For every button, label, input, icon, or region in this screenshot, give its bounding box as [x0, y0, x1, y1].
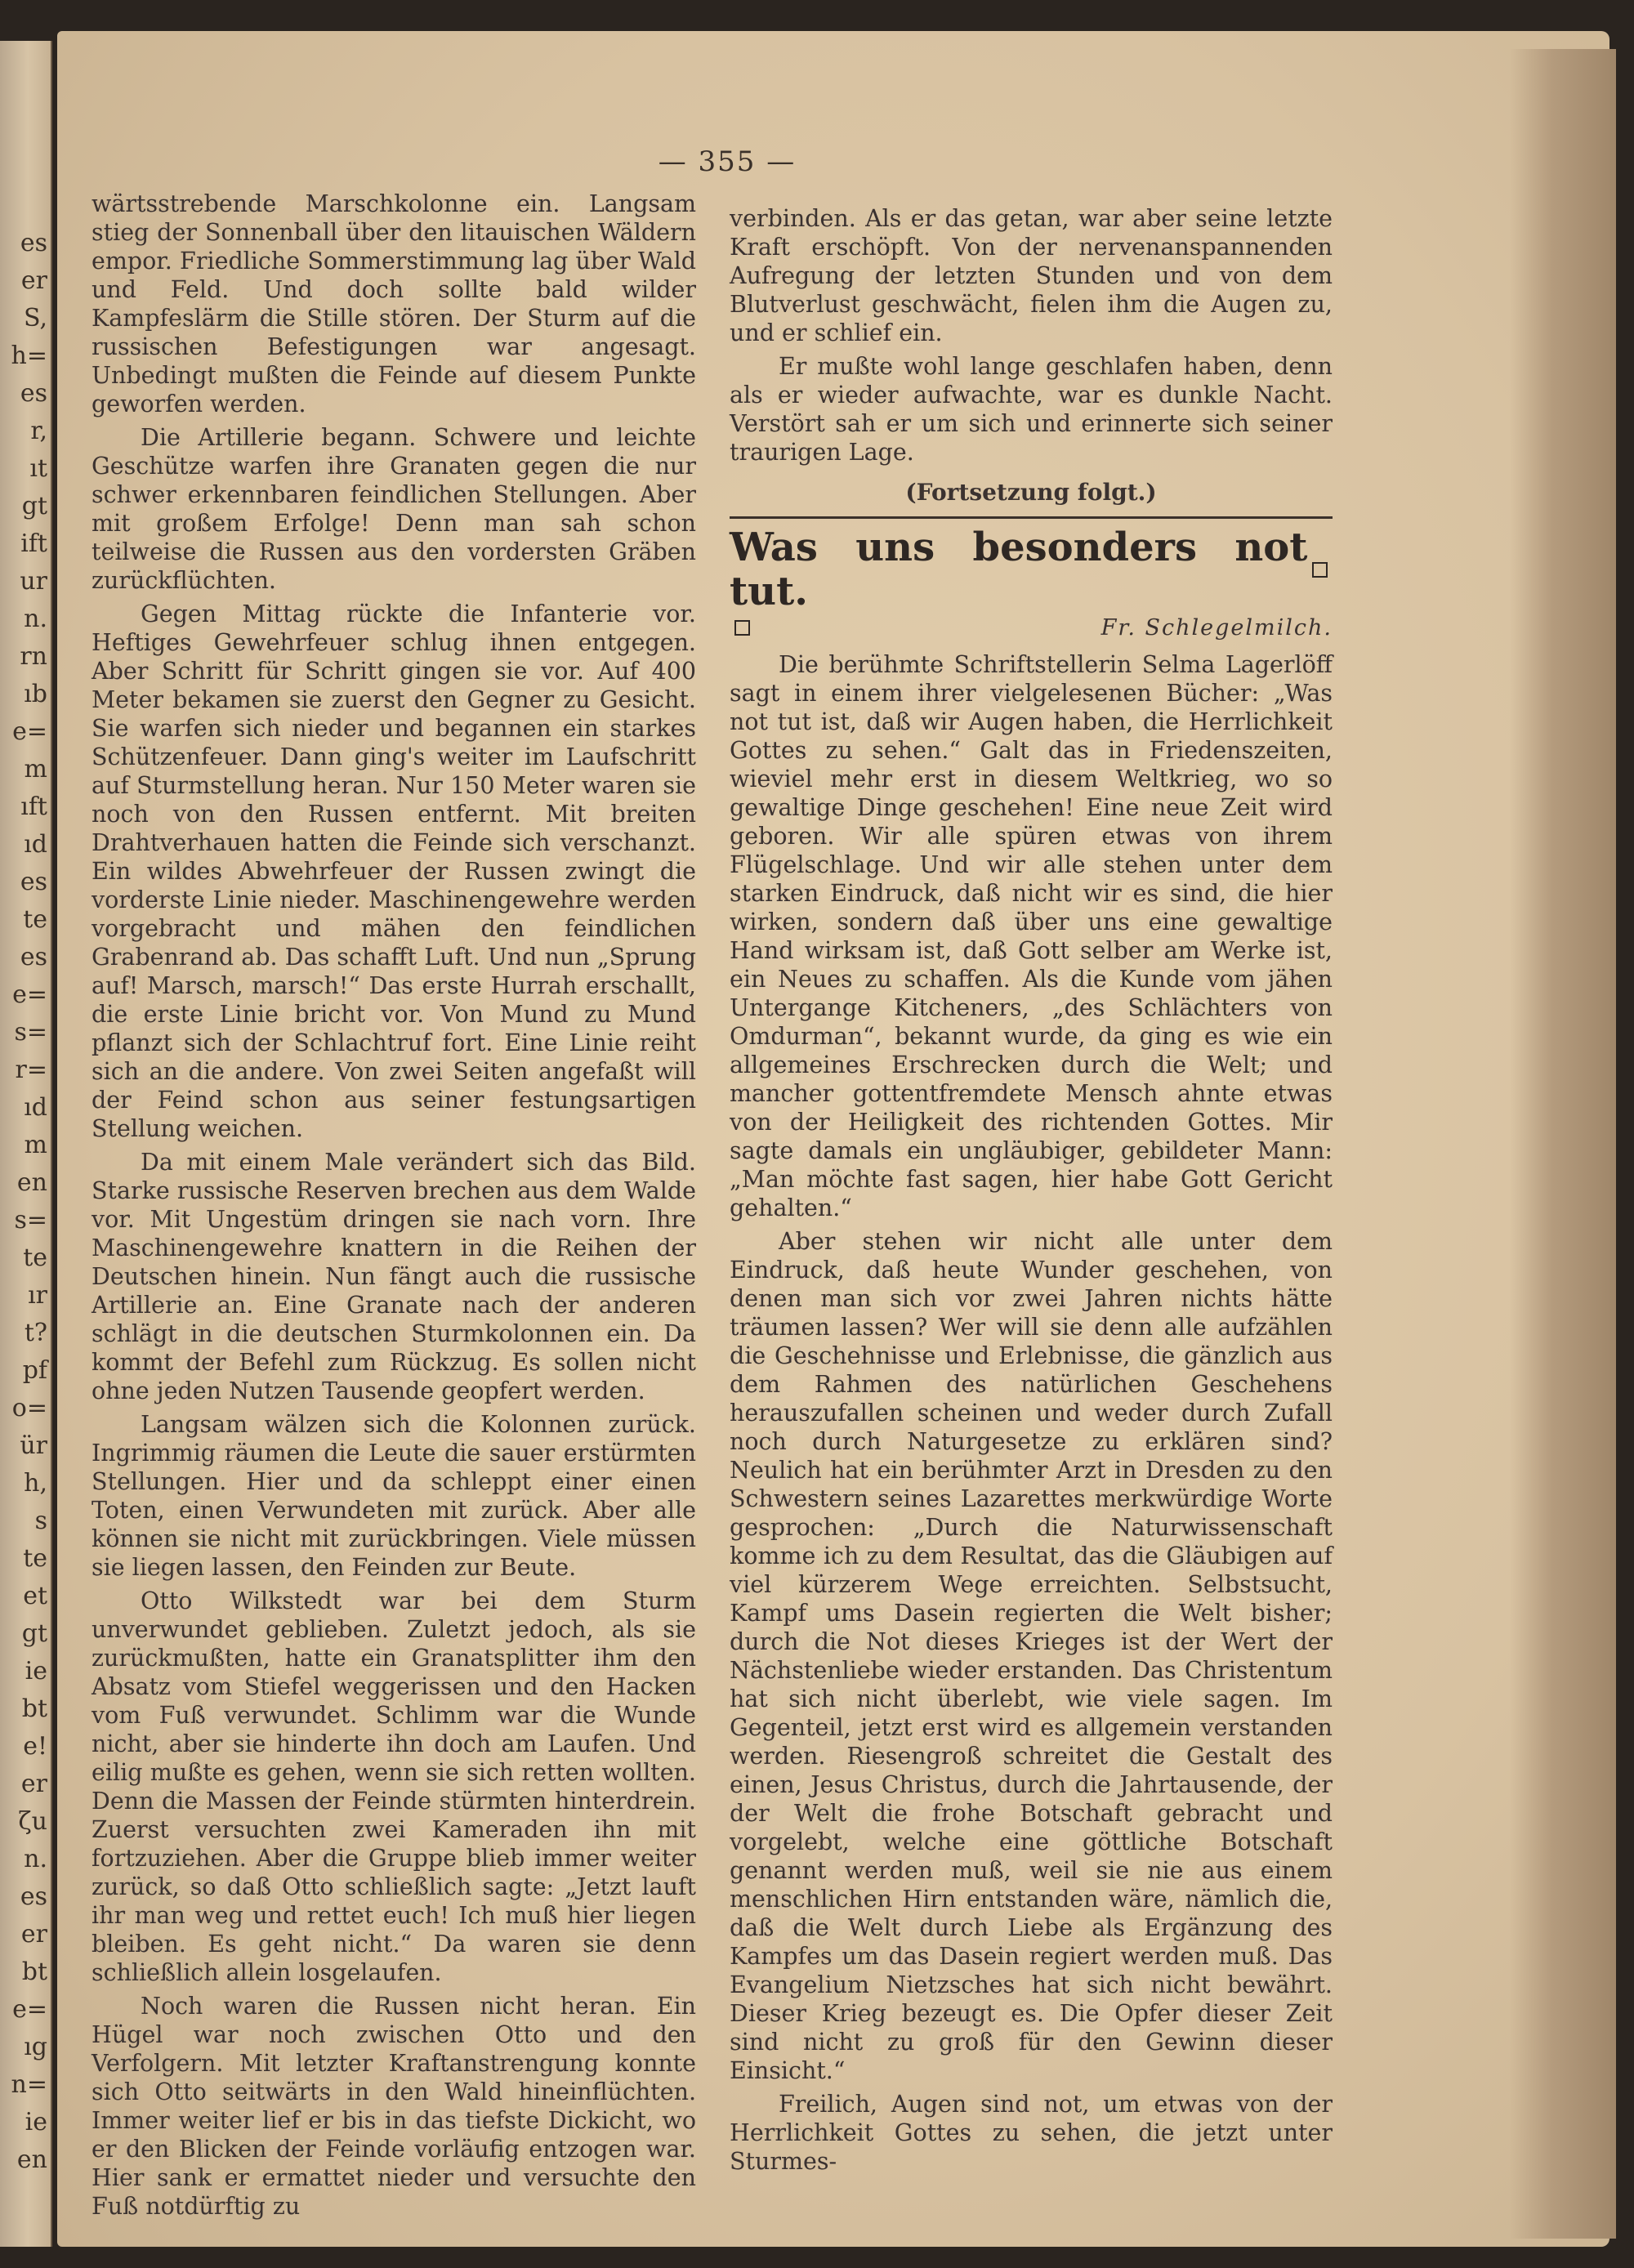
prev-page-fragment: e=: [12, 980, 47, 1009]
paragraph: Freilich, Augen sind not, um etwas von der Herrlichkeit Gottes zu sehen, die jetzt unter Sturmes-: [730, 2091, 1333, 2175]
prev-page-fragment: ır: [28, 1281, 47, 1310]
paragraph: Gegen Mittag rückte die Infanterie vor. Heftiges Gewehrfeuer schlug ihnen entgegen. Aber Schritt für Schritt gingen sie vor. Auf 400 Meter bekamen sie zuerst den Gegner zu Gesicht. Sie warfen sich nieder und begannen ein starkes Schützenfeuer. Dann ging's weiter im Laufschritt auf Sturmstellung heran. Nur 150 Meter waren sie noch von den Russen entfernt. Mit breiten Drahtverhauen hatten die Feinde sich verschanzt. Ein wildes Abwehrfeuer der Russen zwingt die vorderste Linie nieder. Maschinengewehre werden vorgebracht und mähen den feindlichen Grabenrand ab. Das schafft Luft. Und nun „Sprung auf! Marsch, marsch!“ Das erste Hurrah erschallt, die erste Linie bricht vor. Von Mund zu Mund pflanzt sich der Schlachtruf fort. Eine Linie reiht sich an die andere. Von zwei Seiten angefaßt will der Feind schon aus seiner festungsartigen Stellung weichen.: [92, 600, 696, 1142]
prev-page-fragment: ur: [20, 567, 47, 596]
article-header: [730, 525, 1333, 642]
prev-page-fragment: s=: [14, 1206, 47, 1234]
prev-page-fragment: e=: [12, 1995, 47, 2024]
prev-page-fragment: m: [24, 1131, 47, 1159]
prev-page-fragment: er: [20, 1770, 47, 1798]
prev-page-fragment: ıd: [24, 1093, 47, 1122]
previous-page-edge: [0, 41, 52, 2247]
prev-page-fragment: ıd: [24, 830, 47, 859]
section-rule: [730, 516, 1333, 519]
prev-page-fragment: ür: [20, 1431, 47, 1460]
prev-page-fragment: n.: [24, 605, 47, 633]
prev-page-fragment: es: [20, 379, 47, 408]
prev-page-fragment: S,: [23, 304, 47, 333]
prev-page-fragment: en: [16, 1168, 47, 1197]
paragraph: Da mit einem Male verändert sich das Bild. Starke russische Reserven brechen aus dem Walde vor. Mit Ungestüm dringen sie nach vorn. Ihre Maschinengewehre knattern in die Reihen der Deutschen hinein. Nun fängt auch die russische Artillerie an. Eine Granate nach der anderen schlägt in die deutschen Sturmkolonnen ein. Da kommt der Befehl zum Rückzug. Es sollen nicht ohne jeden Nutzen Tausende geopfert werden.: [92, 1149, 696, 1404]
page-edge-shadow: [1510, 49, 1616, 2239]
prev-page-fragment: te: [23, 905, 47, 934]
prev-page-fragment: n.: [24, 1845, 47, 1873]
paragraph: Langsam wälzen sich die Kolonnen zurück. Ingrimmig räumen die Leute die sauer erstürmten Stellungen. Hier und da schleppt einer einen Toten, einen Verwundeten mit zurück. Aber alle können sie nicht mit zurückbringen. Viele müssen sie liegen lassen, den Feinden zur Beute.: [92, 1411, 696, 1581]
prev-page-fragment: bt: [21, 1958, 47, 1986]
article-title: Was uns besonders not tut.: [730, 525, 1308, 614]
prev-page-fragment: o=: [11, 1394, 47, 1422]
byline: Fr. Schlegelmilch.: [1100, 615, 1333, 641]
prev-page-fragment: ζu: [18, 1807, 47, 1836]
prev-page-fragment: en: [16, 2145, 47, 2174]
prev-page-fragment: er: [20, 1920, 47, 1949]
paragraph: wärtsstrebende Marschkolonne ein. Langsam stieg der Sonnenball über den litauischen Wäldern empor. Friedliche Sommerstimmung lag über Wald und Feld. Und doch sollte bald wilder Kampfeslärm die Stille stören. Der Sturm auf die russischen Befestigungen war angesagt. Unbedingt mußten die Feinde auf diesem Punkte geworfen werden.: [92, 190, 696, 417]
prev-page-fragment: r=: [15, 1056, 47, 1084]
prev-page-fragment: ıb: [24, 680, 47, 708]
prev-page-fragment: es: [20, 868, 47, 896]
paragraph: Die berühmte Schriftstellerin Selma Lagerlöff sagt in einem ihrer vielgelesenen Bücher: „Was not tut ist, daß wir Augen haben, die Herrlichkeit Gottes zu sehen.“ Galt das in Friedenszeiten, wieviel mehr erst in diesem Weltkrieg, wo so gewaltige Dinge geschehen! Eine neue Zeit wird geboren. Wir alle spüren etwas von ihrem Flügelschlage. Und wir alle stehen unter dem starken Eindruck, daß nicht wir es sind, die hier wirken, sondern daß über uns eine gewaltige Hand wirksam ist, daß Gott selber am Werke ist, ein Neues zu schaffen. Als die Kunde vom jähen Untergange Kitcheners, „des Schlächters von Omdurman“, bekannt wurde, da ging es wie ein allgemeines Erschrecken durch die Welt; und mancher gottentfremdete Mensch ahnte etwas von der Heiligkeit des richtenden Gottes. Mir sagte damals ein ungläubiger, gebildeter Mann: „Man möchte fast sagen, hier habe Gott Gericht gehalten.“: [730, 651, 1333, 1221]
page-number: — 355 —: [658, 145, 797, 178]
prev-page-fragment: ift: [20, 529, 47, 558]
paragraph: Er mußte wohl lange geschlafen haben, denn als er wieder aufwachte, war es dunkle Nacht. Verstört sah er um sich und erinnerte sich seiner traurigen Lage.: [730, 353, 1333, 466]
square-ornament-icon: [734, 620, 750, 636]
prev-page-fragment: te: [23, 1243, 47, 1272]
prev-page-fragment: s=: [14, 1018, 47, 1047]
prev-page-fragment: gt: [21, 492, 47, 520]
prev-page-fragment: es: [20, 943, 47, 971]
left-column: [92, 190, 696, 2226]
square-ornament-icon: [1312, 562, 1328, 578]
prev-page-fragment: gt: [21, 1619, 47, 1648]
prev-page-fragment: ıt: [29, 454, 47, 483]
prev-page-fragment: te: [23, 1544, 47, 1573]
prev-page-fragment: n=: [11, 2070, 47, 2099]
paragraph: verbinden. Als er das getan, war aber seine letzte Kraft erschöpft. Von der nervenanspannenden Aufregung der letzten Stunden und von dem Blutverlust geschwächt, fielen ihm die Augen zu, und er schlief ein.: [730, 205, 1333, 346]
prev-page-fragment: ie: [25, 1657, 47, 1685]
prev-page-fragment: pf: [22, 1356, 47, 1385]
prev-page-fragment: et: [23, 1582, 47, 1610]
paragraph: Die Artillerie begann. Schwere und leichte Geschütze warfen ihre Granaten gegen die nur schwer erkennbaren feindlichen Stellungen. Aber mit großem Erfolge! Denn man sah schon teilweise die Russen aus den vordersten Gräben zurückflüchten.: [92, 424, 696, 594]
prev-page-fragment: m: [24, 755, 47, 784]
right-column: [730, 204, 1333, 2181]
paragraph: Noch waren die Russen nicht heran. Ein Hügel war noch zwischen Otto und den Verfolgern. Mit letzter Kraftanstrengung konnte sich Otto seitwärts in den Wald hineinflüchten. Immer weiter lief er bis in das tiefste Dickicht, wo er den Blicken der Feinde vorläufig entzogen war. Hier sank er ermattet nieder und versuchte den Fuß notdürftig zu: [92, 1993, 696, 2220]
prev-page-fragment: ie: [25, 2108, 47, 2136]
prev-page-fragment: e=: [12, 717, 47, 746]
prev-page-fragment: r,: [30, 417, 47, 445]
prev-page-fragment: es: [20, 229, 47, 257]
prev-page-fragment: t?: [24, 1319, 47, 1347]
prev-page-fragment: es: [20, 1882, 47, 1911]
prev-page-fragment: er: [20, 266, 47, 295]
prev-page-fragment: h,: [24, 1469, 47, 1498]
paragraph: Otto Wilkstedt war bei dem Sturm unverwundet geblieben. Zuletzt jedoch, als sie zurückmußten, hatte ein Granatsplitter ihm den Absatz vom Stiefel weggerissen und den Hacken vom Fuß verwundet. Schlimm war die Wunde nicht, aber sie hinderte ihn doch am Laufen. Und eilig mußte es gehen, wenn sie sich retten wollten. Denn die Massen der Feinde stürmten hinterdrein. Zuerst versuchten zwei Kameraden ihn mit fortzuziehen. Aber die Gruppe blieb immer weiter zurück, so daß Otto schließlich sagte: „Jetzt lauft ihr man weg und rettet euch! Ich muß hier liegen bleiben. Es geht nicht.“ Da waren sie denn schließlich allein losgelaufen.: [92, 1587, 696, 1986]
prev-page-fragment: h=: [11, 342, 47, 370]
continued-note: (Fortsetzung folgt.): [905, 479, 1157, 506]
prev-page-fragment: s: [34, 1507, 47, 1535]
prev-page-fragment: rn: [20, 642, 47, 671]
prev-page-fragment: ıg: [24, 2033, 47, 2061]
prev-page-fragment: ıft: [20, 792, 47, 821]
prev-page-fragment: bt: [21, 1694, 47, 1723]
paragraph: Aber stehen wir nicht alle unter dem Eindruck, daß heute Wunder geschehen, von denen man sich vor zwei Jahren nichts hätte träumen lassen? Wer will sie denn alle aufzählen die Geschehnisse und Erlebnisse, die gänzlich aus dem Rahmen des natürlichen Geschehens herauszufallen scheinen und weder durch Zufall noch durch Naturgesetze zu erklären sind? Neulich hat ein berühmter Arzt in Dresden zu den Schwestern seines Lazarettes merkwürdige Worte gesprochen: „Durch die Naturwissenschaft komme ich zu dem Resultat, das die Gläubigen auf viel kürzerem Wege erreichten. Selbstsucht, Kampf ums Dasein regierten die Welt bisher; durch die Not dieses Krieges ist der Wert der Nächstenliebe wieder erstanden. Das Christentum hat sich nicht überlebt, wie viele sagen. Im Gegenteil, jetzt erst wird es allgemein verstanden werden. Riesengroß schreitet die Gestalt des einen, Jesus Christus, durch die Jahrtausende, der der Welt die frohe Botschaft gebracht und vorgelebt, welche eine göttliche Botschaft genannt werden muß, weil sie nie aus einem menschlichen Hirn entstanden wäre, nämlich die, daß die Welt durch Liebe als Ergänzung des Kampfes um das Dasein regiert werden muß. Das Evangelium Nietzsches hat sich nicht bewährt. Dieser Krieg bezeugt es. Die Opfer dieser Zeit sind nicht zu groß für den Gewinn dieser Einsicht.“: [730, 1228, 1333, 2084]
prev-page-fragment: e!: [23, 1732, 47, 1761]
